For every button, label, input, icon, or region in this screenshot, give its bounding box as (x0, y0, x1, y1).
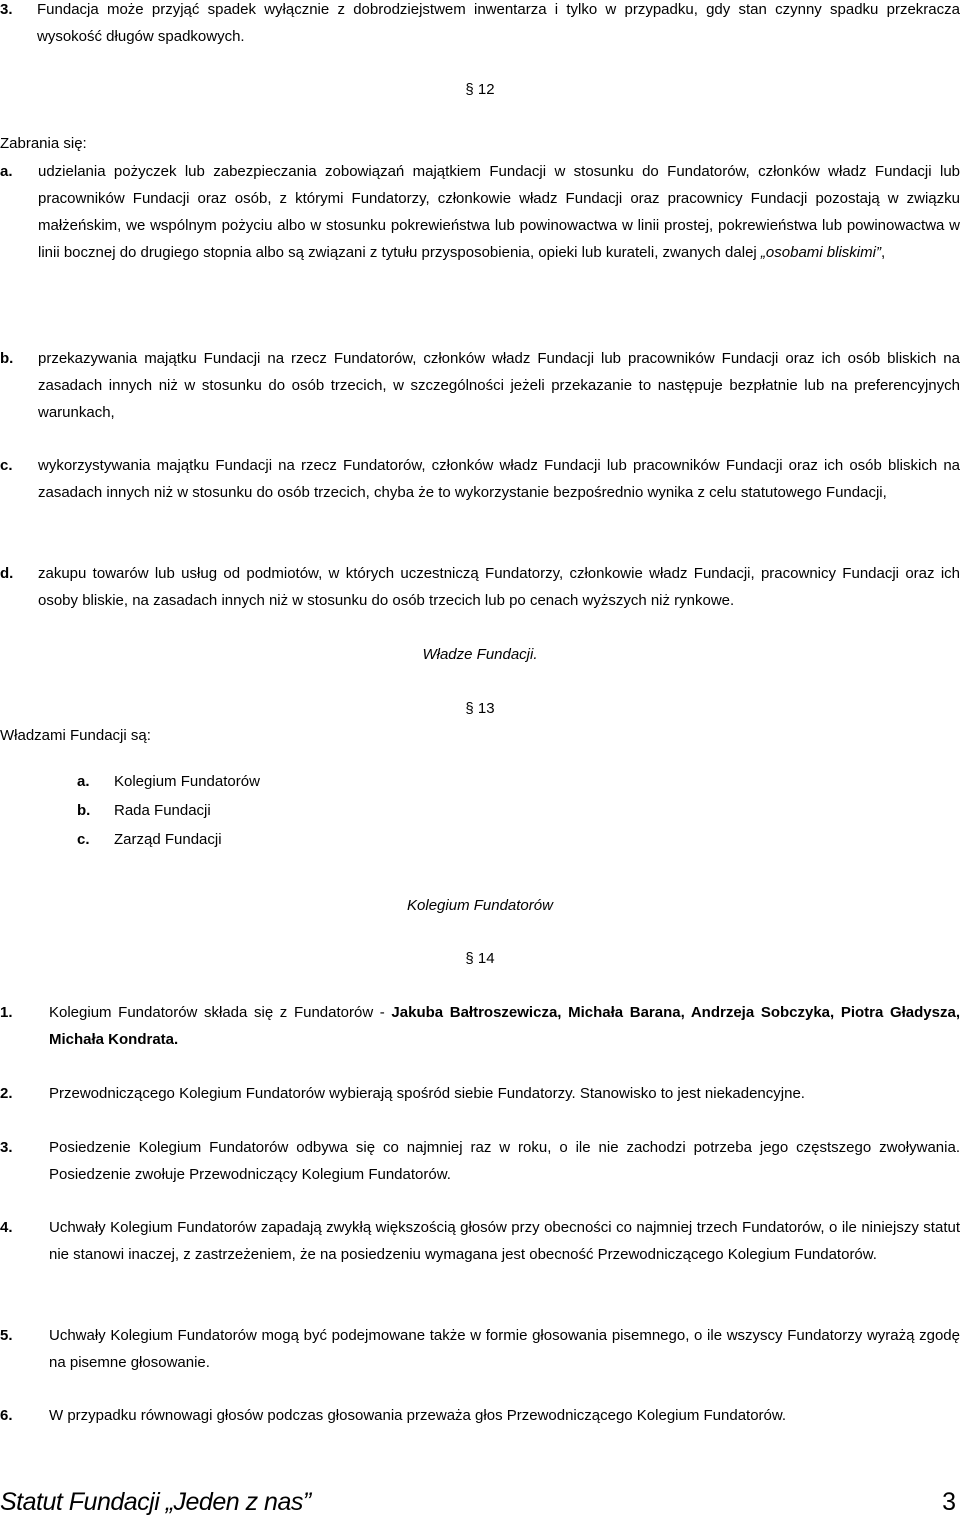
paragraph-12-lead: Zabrania się: (0, 135, 87, 152)
item-marker: 1. (0, 1004, 13, 1021)
item-text: Fundacja może przyjąć spadek wyłącznie z dobrodziejstwem inwentarza i tylko w przypadku, gdy stan czynny spadku przekracza wysokość długów spadkowych. (37, 1, 960, 45)
item-text: W przypadku równowagi głosów podczas głosowania przeważa głos Przewodniczącego Kolegium Fundatorów. (49, 1407, 787, 1424)
kolegium-item-1 (0, 999, 960, 1053)
item-marker: 4. (0, 1219, 13, 1236)
item-text: Przewodniczącego Kolegium Fundatorów wybierają spośród siebie Fundatorzy. Stanowisko to jest niekadencyjne. (49, 1085, 805, 1102)
prohibition-d (0, 560, 960, 614)
prohibition-b (0, 345, 960, 426)
item-marker: 2. (0, 1085, 13, 1102)
list-item: b. Rada Fundacji (77, 802, 211, 819)
footer-title: Statut Fundacji „Jeden z nas” (0, 1488, 311, 1516)
authorities-list (77, 767, 260, 854)
kolegium-item-2 (0, 1080, 960, 1107)
item-marker: a. (0, 163, 13, 180)
item-marker: 5. (0, 1327, 13, 1344)
kolegium-item-6 (0, 1402, 960, 1429)
prohibition-c (0, 452, 960, 506)
item-marker: c. (0, 457, 13, 474)
kolegium-item-5 (0, 1322, 960, 1376)
page-number: 3 (942, 1488, 956, 1516)
item-text: zakupu towarów lub usług od podmiotów, w których uczestniczą Fundatorzy, członkowie władz Fundacji, pracownicy Fundacji oraz ich osoby bliskie, na zasadach innych niż w stosunku do osób trzecich lub po cenach wyższych niż rynkowe. (38, 565, 960, 609)
item-marker: 3. (0, 1, 13, 18)
kolegium-item-3 (0, 1134, 960, 1188)
item-text: Posiedzenie Kolegium Fundatorów odbywa się co najmniej raz w roku, o ile nie zachodzi potrzeba jego częstszego zwoływania. Posiedzenie zwołuje Przewodniczący Kolegium Fundatorów. (49, 1139, 960, 1183)
item-text: Kolegium Fundatorów składa się z Fundatorów - Jakuba Bałtroszewicza, Michała Barana, Andrzeja Sobczyka, Piotra Gładysza, Michała Kondrata. (49, 1004, 960, 1048)
item-text: wykorzystywania majątku Fundacji na rzecz Fundatorów, członków władz Fundacji lub pracowników Fundacji oraz ich osób bliskich na zasadach innych niż w stosunku do osób trzecich, chyba że to wykorzystanie bezpośrednio wynika z celu statutowego Fundacji, (38, 457, 960, 501)
item-marker: 6. (0, 1407, 13, 1424)
item-text: Uchwały Kolegium Fundatorów zapadają zwykłą większością głosów przy obecności co najmniej trzech Fundatorów, o ile niniejszy statut nie stanowi inaczej, z zastrzeżeniem, że na posiedzeniu wymagana jest obecność Przewodniczącego Kolegium Fundatorów. (49, 1219, 960, 1263)
item-text: przekazywania majątku Fundacji na rzecz Fundatorów, członków władz Fundacji lub pracowników Fundacji oraz ich osób bliskich na zasadach innych niż w stosunku do osób trzecich, w szczególności jeżeli przekazanie to następuje bezpłatnie lub na preferencyjnych warunkach, (38, 350, 960, 421)
intro-item (0, 0, 960, 50)
paragraph-13-lead: Władzami Fundacji są: (0, 727, 151, 744)
item-text: udzielania pożyczek lub zabezpieczania zobowiązań majątkiem Fundacji w stosunku do Fundatorów, członków władz Fundacji lub pracowników Fundacji oraz osób, z którymi Fundatorzy, członkowie władz Fundacji oraz pracownicy Fundacji pozostają w związku małżeńskim, we wspólnym pożyciu albo w stosunku pokrewieństwa lub powinowactwa w linii prostej, pokrewieństwa lub powinowactwa w linii bocznej do drugiego stopnia albo są związani z tytułu przysposobienia, opieki lub kurateli, zwanych dalej „osobami bliskimi”, (38, 163, 960, 261)
section-heading-wladze: Władze Fundacji. (422, 646, 538, 663)
item-marker: b. (0, 350, 14, 367)
paragraph-13-title: § 13 (465, 700, 495, 717)
item-marker: d. (0, 565, 14, 582)
italic-term: „osobami bliskimi” (760, 244, 881, 261)
list-item: a. Kolegium Fundatorów (77, 773, 260, 790)
item-text: Uchwały Kolegium Fundatorów mogą być podejmowane także w formie głosowania pisemnego, o ile wszyscy Fundatorzy wyrażą zgodę na pisemne głosowanie. (49, 1327, 960, 1371)
prohibition-a (0, 158, 960, 266)
paragraph-12-title: § 12 (465, 81, 495, 98)
paragraph-14-title: § 14 (465, 950, 495, 967)
founders-names: Jakuba Bałtroszewicza, Michała Barana, Andrzeja Sobczyka, Piotra Gładysza, Michała Kondrata. (49, 1004, 960, 1048)
kolegium-item-4 (0, 1214, 960, 1268)
item-marker: 3. (0, 1139, 13, 1156)
section-heading-kolegium: Kolegium Fundatorów (407, 897, 553, 914)
list-item: c. Zarząd Fundacji (77, 831, 222, 848)
